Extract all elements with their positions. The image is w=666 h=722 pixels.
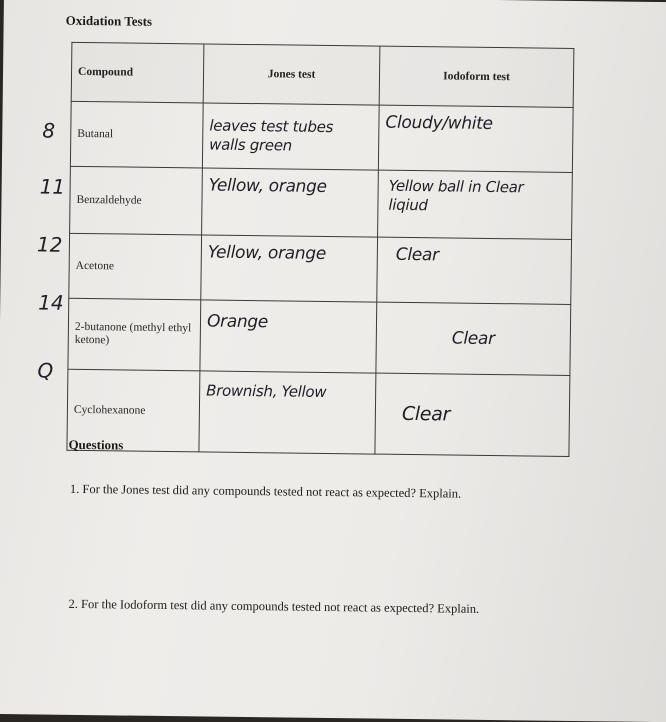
iodoform-result-cell: Clear <box>377 237 572 304</box>
margin-number: Q <box>37 358 54 383</box>
compound-cell: Cyclohexanone <box>67 369 200 452</box>
header-jones-test: Jones test <box>203 44 380 105</box>
table-row <box>70 101 573 172</box>
iodoform-result-cell: Cloudy/white <box>378 105 573 172</box>
compound-cell: Benzaldehyde <box>70 166 203 235</box>
jones-result-cell: Yellow, orange <box>201 235 378 302</box>
table-row <box>68 298 571 375</box>
iodoform-result-cell: Yellow ball in Clear liqiud <box>378 170 573 239</box>
question-1: 1. For the Jones test did any compounds tested not react as expected? Explain. <box>69 481 462 501</box>
table-row <box>70 166 573 239</box>
jones-result-cell: Brownish, Yellow <box>199 371 376 454</box>
compound-cell: Butanal <box>70 101 203 168</box>
iodoform-result-cell: Clear <box>376 302 571 375</box>
iodoform-result-cell: Clear <box>375 373 570 456</box>
compound-cell: Acetone <box>69 233 202 300</box>
margin-number: 12 <box>36 232 63 257</box>
margin-number: 14 <box>38 290 64 315</box>
table-row <box>67 369 570 456</box>
header-iodoform-test: Iodoform test <box>379 46 574 107</box>
page-title: Oxidation Tests <box>65 12 153 29</box>
table-row <box>69 233 572 304</box>
header-compound: Compound <box>71 42 204 103</box>
jones-result-cell: Yellow, orange <box>202 168 379 237</box>
compound-cell: 2-butanone (methyl ethyl ketone) <box>68 298 201 371</box>
margin-number: 8 <box>42 118 56 143</box>
table-header-row <box>71 42 574 107</box>
questions-heading: Questions <box>68 436 124 453</box>
margin-number: 11 <box>39 174 66 199</box>
oxidation-table <box>66 42 574 457</box>
jones-result-cell: leaves test tubes walls green <box>202 103 379 170</box>
jones-result-cell: Orange <box>200 300 377 373</box>
question-2: 2. For the Iodoform test did any compounds tested not react as expected? Explain. <box>68 596 480 616</box>
